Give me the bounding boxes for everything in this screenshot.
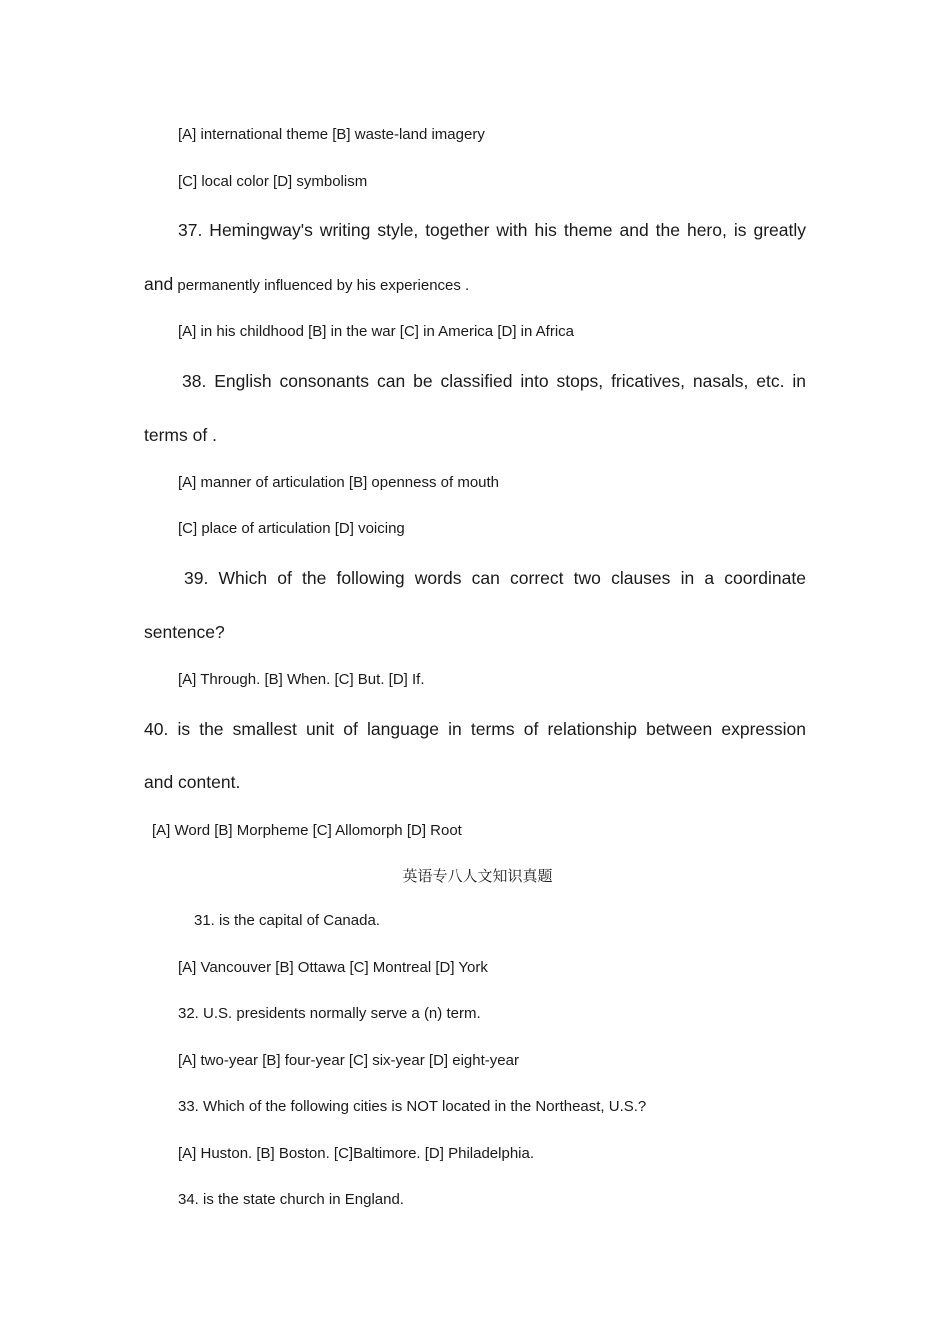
q38-options-cd: [C] place of articulation [D] voicing	[178, 520, 405, 537]
q39-question-line1: 39. Which of the following words can correct two clauses in a coordinate	[184, 568, 806, 588]
q33-question: 33. Which of the following cities is NOT located in the Northeast, U.S.?	[178, 1098, 647, 1115]
q32-question: 32. U.S. presidents normally serve a (n) term.	[178, 1005, 481, 1022]
q37-question-line2	[144, 272, 469, 296]
section-title: 英语专八人文知识真题	[402, 867, 553, 885]
q31-options: [A] Vancouver [B] Ottawa [C] Montreal [D] York	[178, 959, 488, 976]
q33-options: [A] Huston. [B] Boston. [C]Baltimore. [D] Philadelphia.	[178, 1145, 535, 1162]
q32-options: [A] two-year [B] four-year [C] six-year [D] eight-year	[178, 1052, 519, 1069]
q37-options: [A] in his childhood [B] in the war [C] in America [D] in Africa	[178, 323, 575, 340]
q37-line2-start: and	[144, 274, 174, 294]
q39-question-line2: sentence?	[144, 622, 225, 642]
q31-question: 31. is the capital of Canada.	[194, 912, 380, 929]
q38-options-ab: [A] manner of articulation [B] openness of mouth	[178, 474, 500, 491]
q40-question-line1: 40. is the smallest unit of language in terms of relationship between expression	[144, 719, 806, 739]
q39-options: [A] Through. [B] When. [C] But. [D] If.	[178, 671, 425, 688]
q40-question-line2: and content.	[144, 772, 241, 792]
q38-question-line1: 38. English consonants can be classified into stops, fricatives, nasals, etc. in	[182, 371, 806, 391]
q36-options-ab: [A] international theme [B] waste-land imagery	[178, 126, 485, 143]
q40-options: [A] Word [B] Morpheme [C] Allomorph [D] Root	[152, 822, 462, 839]
q37-line2-rest: permanently influenced by his experiences .	[177, 277, 470, 294]
q38-question-line2: terms of .	[144, 425, 217, 445]
q37-question-line1: 37. Hemingway's writing style, together with his theme and the hero, is greatly	[178, 220, 806, 240]
q36-options-cd: [C] local color [D] symbolism	[178, 173, 368, 190]
q34-question: 34. is the state church in England.	[178, 1191, 404, 1208]
